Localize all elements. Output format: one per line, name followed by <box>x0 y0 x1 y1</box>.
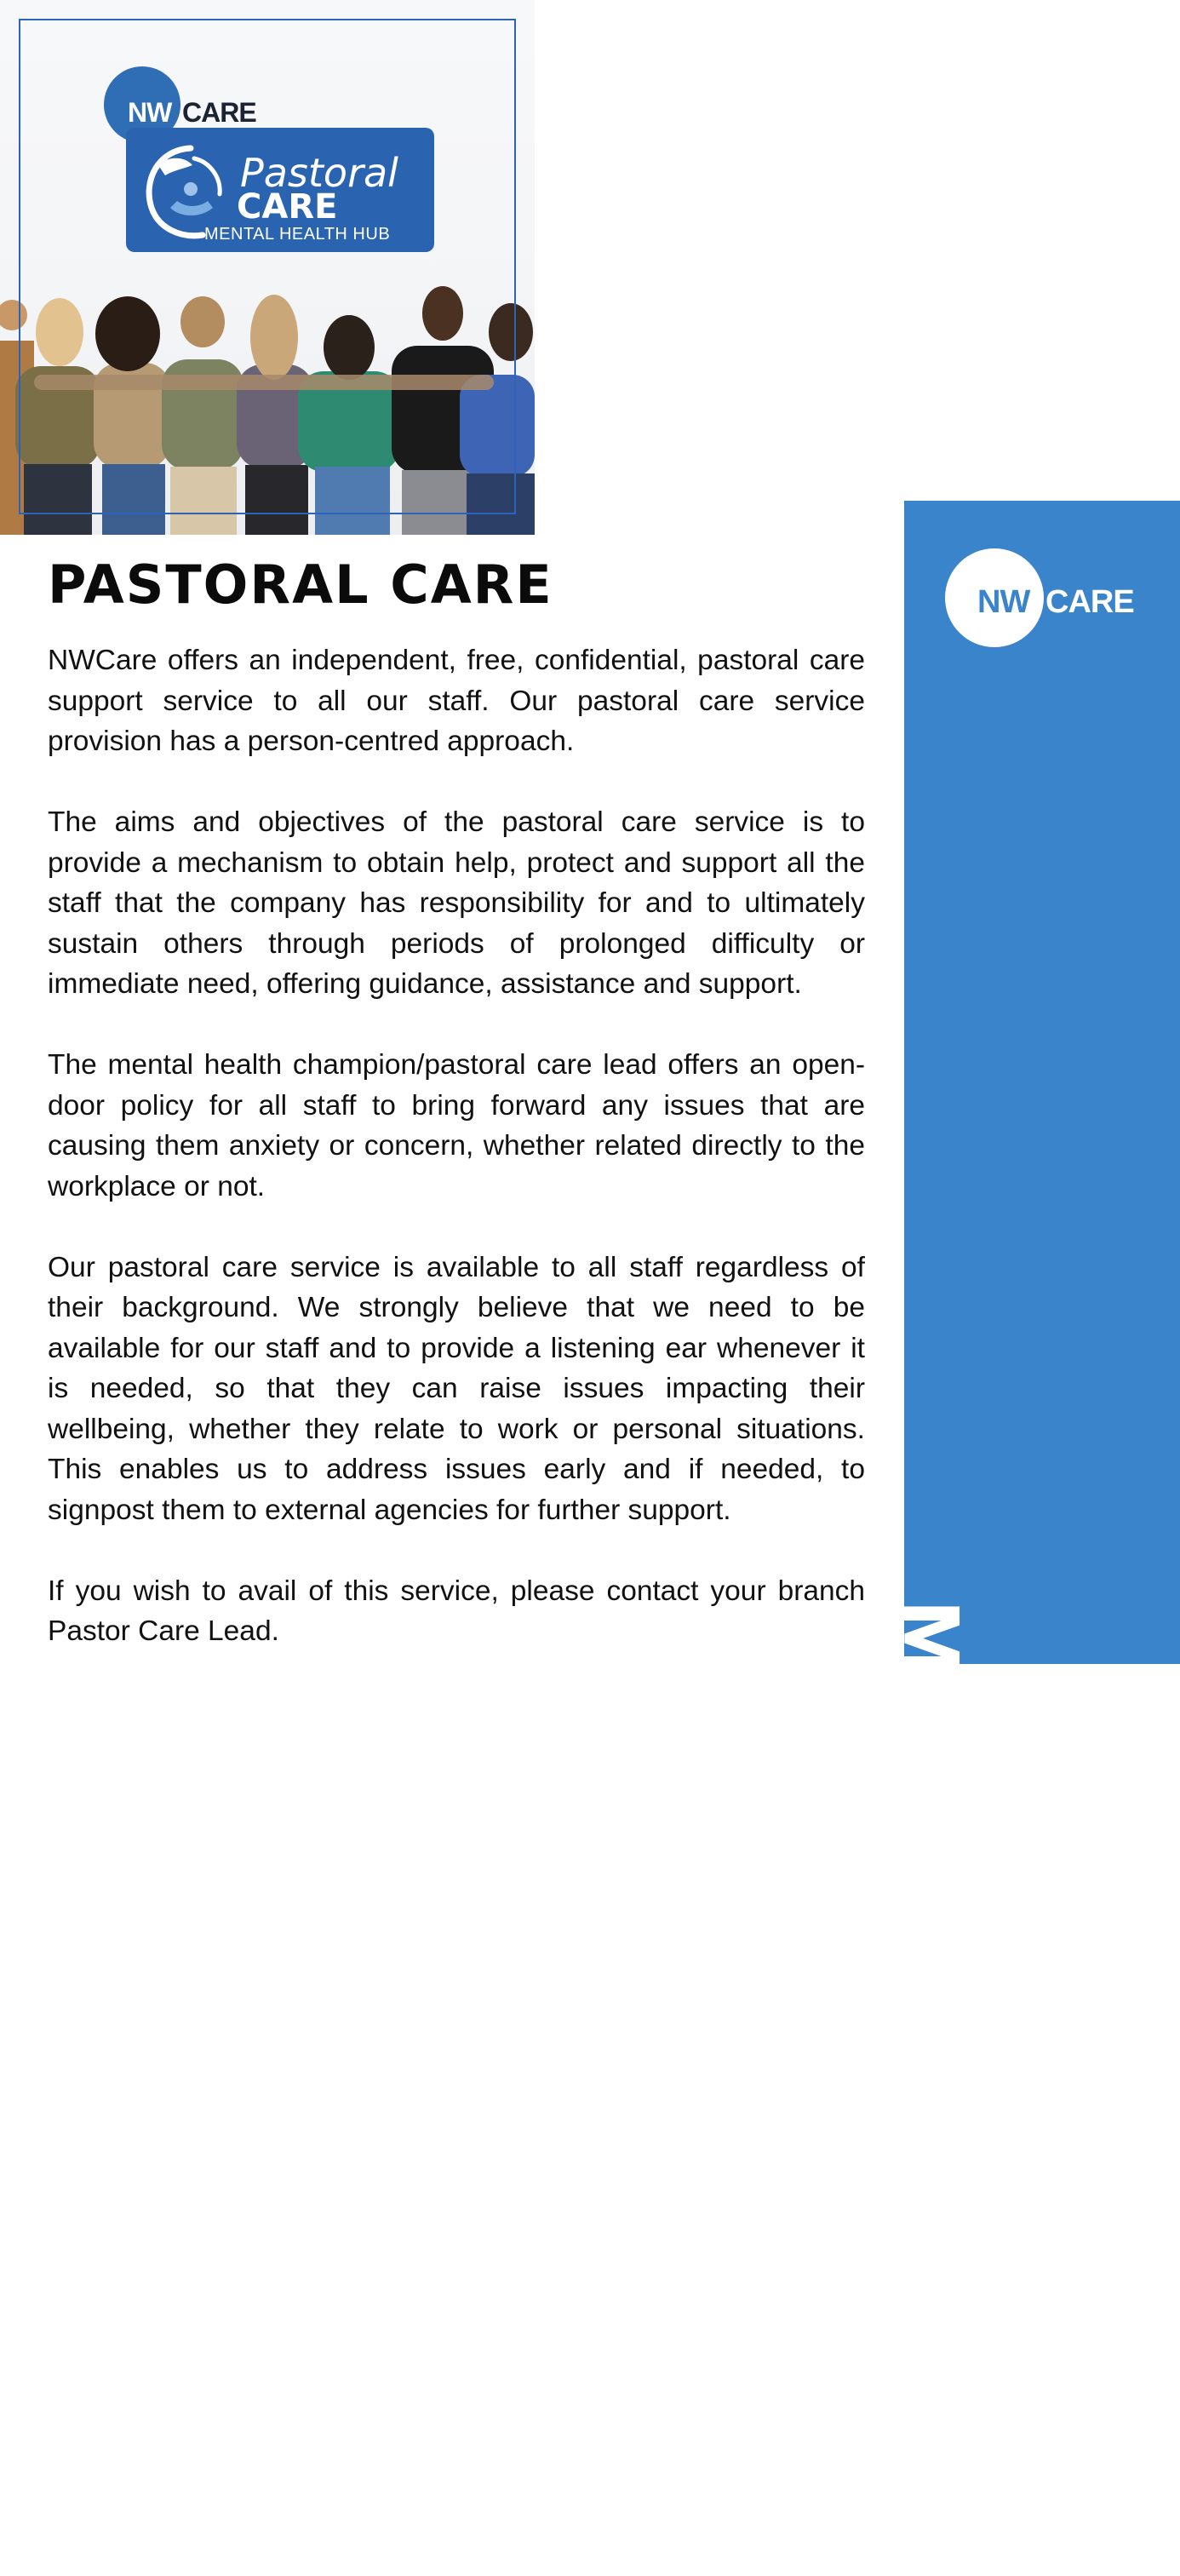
badge-script-text: Pastoral <box>240 150 398 196</box>
badge-big-text: CARE <box>237 187 338 227</box>
paragraph-open-door: The mental health champion/pastoral care lead offers an open-door policy for all staff to bring forward any issues that are causing them anxiety or concern, whether related directly to the workplace or not. <box>48 1049 865 1202</box>
hero-image <box>0 0 535 535</box>
logo-nw-text: NW <box>128 97 172 128</box>
side-banner <box>869 501 1180 2576</box>
banner-logo <box>945 548 1166 651</box>
logo-care-text: CARE <box>182 97 256 128</box>
banner-logo-nw-text: NW <box>977 584 1030 620</box>
badge-sub-text: MENTAL HEALTH HUB <box>204 225 391 244</box>
hero-frame <box>19 19 516 514</box>
paragraph-intro: NWCare offers an independent, free, confidential, pastoral care support service to all our staff. Our pastoral care service provision has a person-centred approach. <box>48 645 865 757</box>
vertical-heading-text: MENTAL H HEALTH HUB <box>869 1599 978 2576</box>
banner-logo-care-text: CARE <box>1045 584 1134 620</box>
paragraph-aims: The aims and objectives of the pastoral care service is to provide a mechanism to obtain help, protect and support all the staff that the company has responsibility for and to ultimately sustain others through periods of prolonged difficulty or immediate need, offering guidance, assistance and support. <box>48 806 865 1000</box>
paragraph-contact: If you wish to avail of this service, please contact your branch Pastor Care Lead. <box>48 1575 865 1647</box>
paragraph-availability: Our pastoral care service is available to all staff regardless of their background. We strongly believe that we need to be available for our staff and to provide a listening ear whenever it is needed, so that they can raise issues impacting their wellbeing, whether they relate to work or personal situations. This enables us to address issues early and if needed, to signpost them to external agencies for further support. <box>48 1251 865 1526</box>
page-title: PASTORAL CARE <box>48 554 553 616</box>
pastoral-care-badge <box>126 128 434 252</box>
vertical-heading <box>869 1599 978 2576</box>
body-text <box>48 640 865 1652</box>
